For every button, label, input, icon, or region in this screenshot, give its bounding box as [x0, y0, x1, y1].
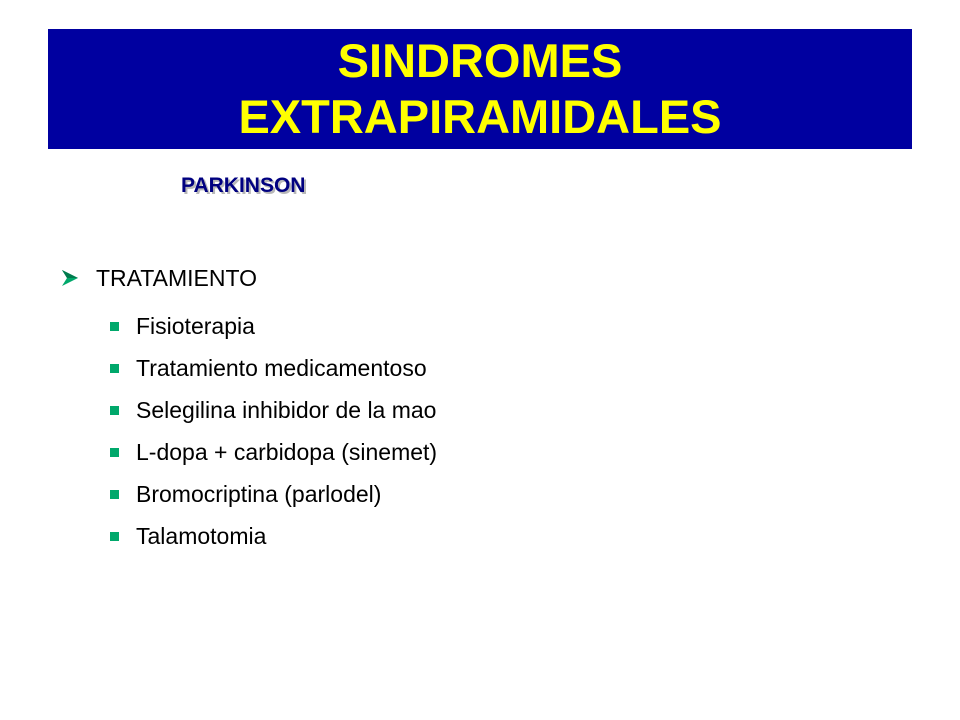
list-item — [110, 305, 437, 347]
list-item-text: Tratamiento medicamentoso — [136, 354, 427, 381]
list-item — [110, 515, 437, 557]
title-line-1: SINDROMES — [337, 34, 623, 87]
title-line-2: EXTRAPIRAMIDALES — [238, 90, 722, 143]
list-item — [110, 389, 437, 431]
list-item-text: Fisioterapia — [136, 312, 255, 339]
list-item-text: L-dopa + carbidopa (sinemet) — [136, 438, 438, 465]
treatment-list — [110, 305, 437, 557]
title-banner — [48, 29, 912, 149]
square-bullet-icon — [110, 322, 119, 331]
list-item-text: Selegilina inhibidor de la mao — [136, 396, 437, 423]
square-bullet-icon — [110, 364, 119, 373]
square-bullet-icon — [110, 406, 119, 415]
subtitle: PARKINSON — [181, 174, 306, 197]
square-bullet-icon — [110, 448, 119, 457]
list-item-text: Bromocriptina (parlodel) — [136, 480, 382, 507]
square-bullet-icon — [110, 532, 119, 541]
list-item-text: Talamotomia — [136, 522, 267, 549]
section-heading — [60, 263, 257, 293]
list-item — [110, 431, 437, 473]
section-heading-label: TRATAMIENTO — [96, 264, 257, 291]
arrow-bullet-icon — [60, 268, 80, 288]
list-item — [110, 347, 437, 389]
square-bullet-icon — [110, 490, 119, 499]
list-item — [110, 473, 437, 515]
